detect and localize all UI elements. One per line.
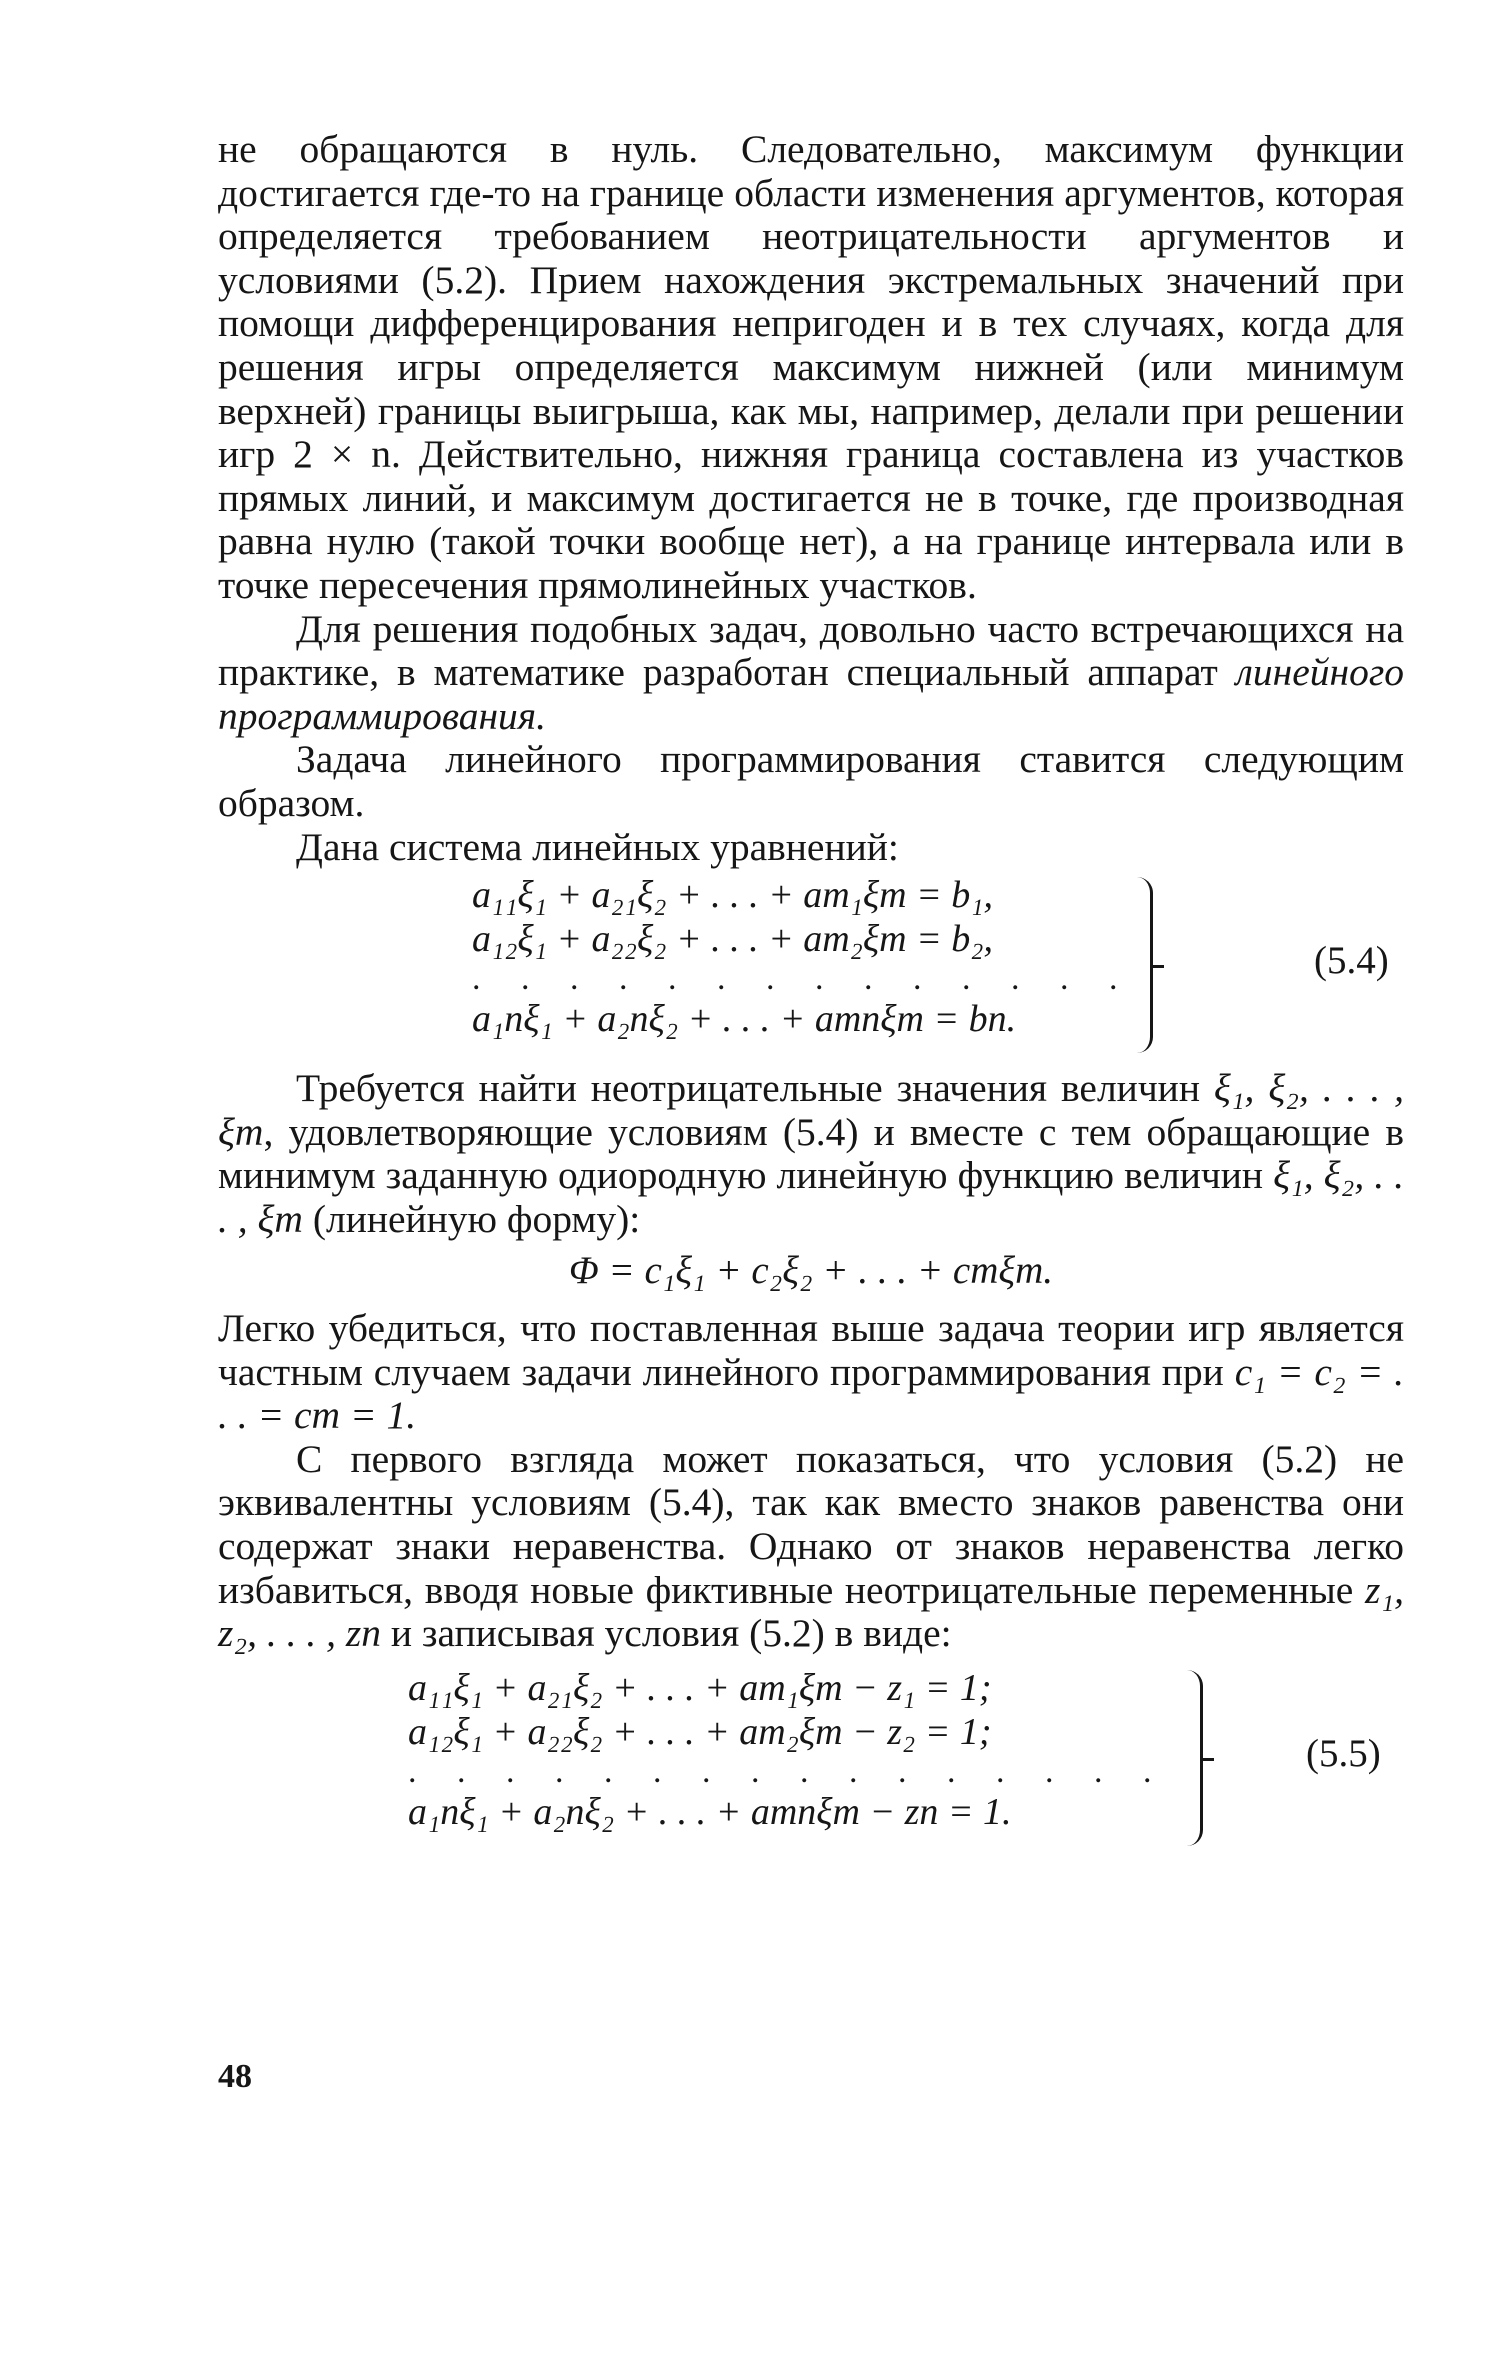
paragraph-2-italic: линейного программирования. <box>218 650 1404 738</box>
paragraph-2-text: Для решения подобных задач, довольно часто встречающихся на практике, в математике разработан специальный аппарат <box>218 606 1404 695</box>
system-5-5-line-1: a₁₁ξ₁ + a₂₁ξ₂ + . . . + am₁ξm − z₁ = 1; <box>408 1666 992 1709</box>
paragraph-3: Задача линейного программирования ставится следующим образом. <box>218 737 1404 825</box>
system-5-4-line-4: a₁nξ₁ + a₂nξ₂ + . . . + amnξm = bn. <box>472 998 1017 1041</box>
xi-list-1: ξ₁, ξ₂, . . . , ξm <box>218 1066 1405 1154</box>
system-5-5-dots: . . . . . . . . . . . . . . . . <box>408 1752 1168 1790</box>
paragraph-7 <box>218 1438 1404 1656</box>
c-condition: c₁ = c₂ = . . . = cm = 1. <box>218 1349 1404 1438</box>
paragraph-7-b: и записывая условия (5.2) в виде: <box>390 1611 952 1656</box>
linear-form-equation: Φ = c₁ξ₁ + c₂ξ₂ + . . . + cmξm. <box>568 1249 1054 1293</box>
equation-system-5-5 <box>218 1666 1404 1854</box>
system-5-5-line-2: a₁₂ξ₁ + a₂₂ξ₂ + . . . + am₂ξm − z₂ = 1; <box>408 1710 992 1753</box>
page-number: 48 <box>218 2058 252 2095</box>
page-body <box>218 128 1404 1860</box>
system-5-4-line-2: a₁₂ξ₁ + a₂₂ξ₂ + . . . + am₂ξm = b₂, <box>472 918 993 961</box>
paragraph-5-c: (линейную форму): <box>312 1196 641 1241</box>
paragraph-6-a: Легко убедиться, что поставленная выше задача теории игр является частным случаем задачи линейного программирования при <box>218 1306 1404 1394</box>
xi-list-2: ξ₁, ξ₂, . . . , ξm <box>218 1153 1405 1241</box>
system-5-4-dots: . . . . . . . . . . . . . . <box>472 960 1134 998</box>
equation-label-5-4: (5.4) <box>1314 939 1389 983</box>
paragraph-4: Дана система линейных уравнений: <box>296 824 899 869</box>
right-brace <box>1136 877 1153 1053</box>
equation-system-5-4 <box>218 873 1404 1061</box>
paragraph-5-a: Требуется найти неотрицательные значения величин <box>296 1066 1200 1111</box>
paragraph-1: не обращаются в нуль. Следовательно, максимум функции достигается где-то на границе области изменения аргументов, которая определяется требованием неотрицательности аргументов и условиями (5.2). Прием нахождения экстремальных значений при помощи дифференцирования непригоден и в тех случаях, когда для решения игры определяется максимум нижней (или минимум верхней) границы выигрыша, как мы, например, делали при решении игр 2 × n. Действительно, нижняя граница составлена из участков прямых линий, и максимум достигается не в точке, где производная равна нулю (такой точки вообще нет), а на границе интервала или в точке пересечения прямолинейных участков. <box>218 127 1404 607</box>
equation-label-5-5: (5.5) <box>1306 1731 1381 1775</box>
right-brace <box>1186 1670 1203 1846</box>
z-list: z₁, z₂, . . . , zn <box>218 1567 1405 1656</box>
paragraph-5 <box>218 1067 1404 1241</box>
system-5-5-line-4: a₁nξ₁ + a₂nξ₂ + . . . + amnξm − zn = 1. <box>408 1790 1012 1833</box>
system-5-4-line-1: a₁₁ξ₁ + a₂₁ξ₂ + . . . + am₁ξm = b₁, <box>472 874 993 917</box>
paragraph-6 <box>218 1307 1404 1438</box>
paragraph-2 <box>218 608 1404 739</box>
paragraph-5-b: , удовлетворяющие условиям (5.4) и вместе с тем обращающие в минимум заданную одиородную линейную функцию величин <box>218 1109 1404 1198</box>
paragraph-7-a: С первого взгляда может показаться, что условия (5.2) не эквивалентны условиям (5.4), так как вместо знаков равенства они содержат знаки неравенства. Однако от знаков неравенства легко избавиться, вводя новые фиктивные неотрицательные переменные <box>218 1436 1404 1612</box>
